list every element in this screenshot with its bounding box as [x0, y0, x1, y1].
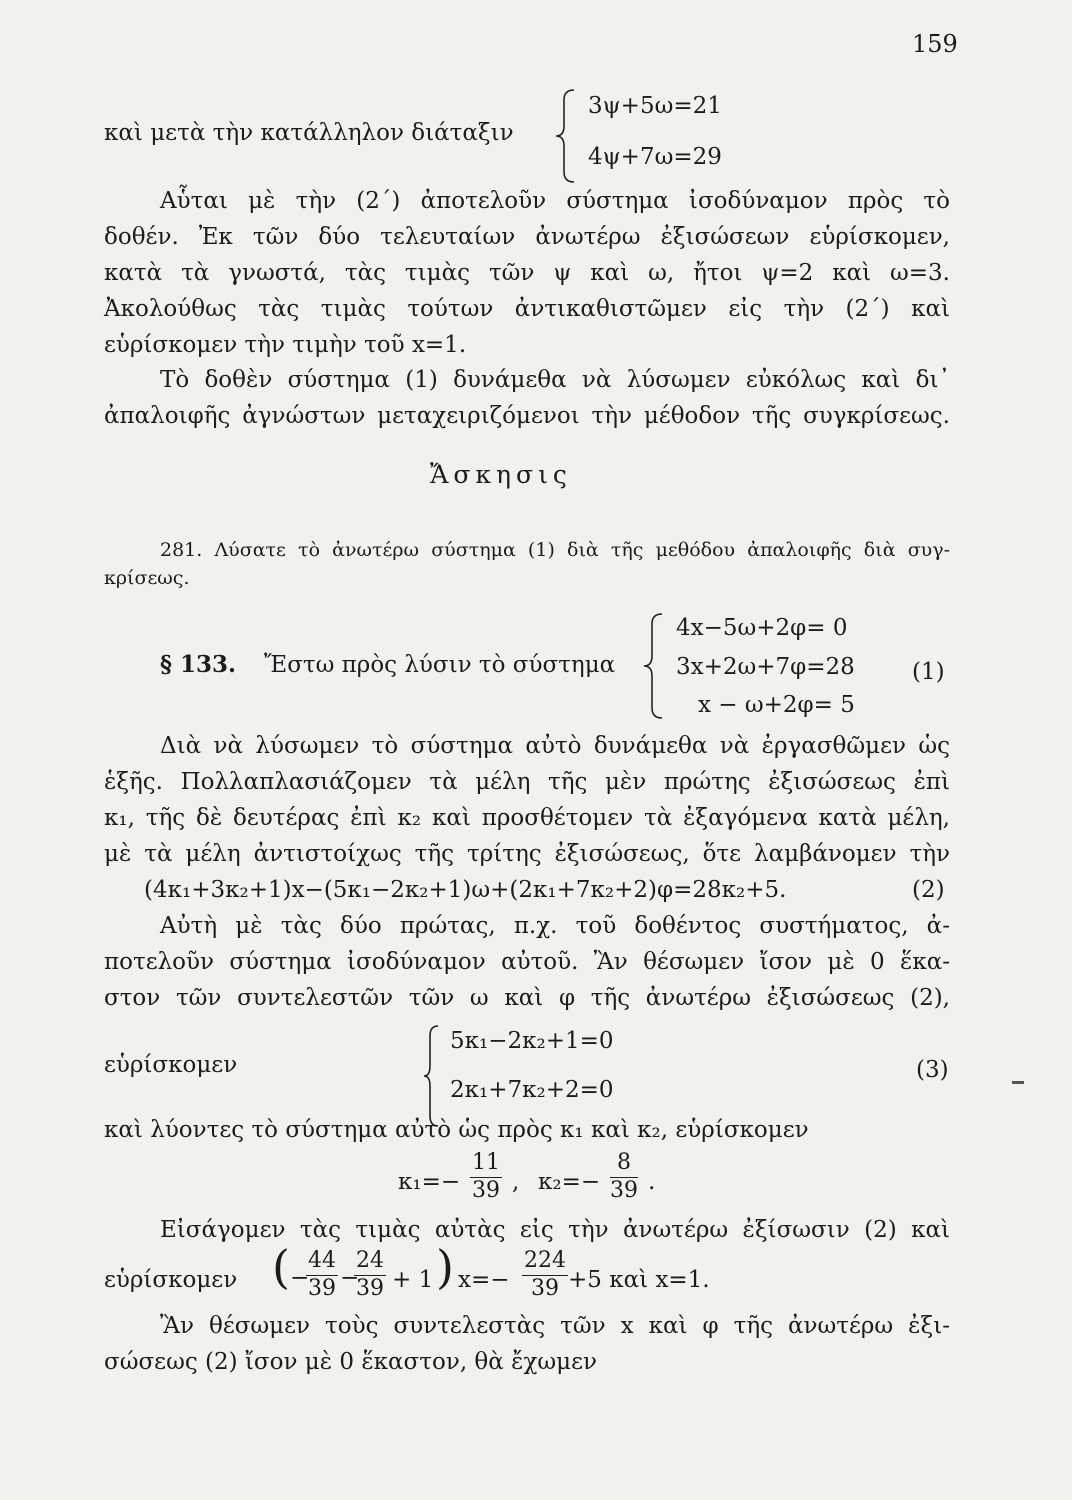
paren-close: ): [436, 1240, 454, 1294]
block1-eq2: 4ψ+7ω=29: [588, 144, 722, 170]
f1-numerator: 44: [306, 1248, 338, 1276]
para3-line1: Διὰ νὰ λύσωμεν τὸ σύστημα αὐτὸ δυνάμεθα νὰ ἐργασθῶμεν ὡς: [160, 733, 950, 759]
fraction-224-39: [522, 1248, 568, 1302]
f3-numerator: 224: [522, 1248, 568, 1276]
f3-denominator: 39: [531, 1276, 559, 1301]
block1-lead: καὶ μετὰ τὴν κατάλληλον διάταξιν: [104, 120, 514, 146]
para1-line4: Ἀκολούθως τὰς τιμὰς τούτων ἀντικαθιστῶμεν εἰς τὴν (2΄) καὶ: [104, 296, 950, 322]
para1-line2: δοθέν. Ἐκ τῶν δύο τελευταίων ἀνωτέρω ἐξισώσεων εὑρίσκομεν,: [104, 224, 950, 250]
left-brace-icon: [640, 612, 666, 720]
para1-line3: κατὰ τὰ γνωστά, τὰς τιμὰς τῶν ψ καὶ ω, ἤτοι ψ=2 καὶ ω=3.: [104, 260, 950, 286]
left-brace-icon: [552, 88, 578, 184]
block3-eq1: 5κ₁−2κ₂+1=0: [450, 1028, 614, 1054]
f2-denominator: 39: [356, 1276, 384, 1301]
exercises-heading: Ἄσκησις: [430, 460, 572, 489]
para5-tail: +5 καὶ x=1.: [568, 1267, 710, 1293]
section-eq2: 3x+2ω+7φ=28: [676, 654, 855, 680]
block3-label: (3): [916, 1057, 949, 1083]
k-comma: ,: [512, 1169, 520, 1195]
para1-line1: Αὗται μὲ τὴν (2΄) ἀποτελοῦν σύστημα ἰσοδύναμον πρὸς τὸ: [160, 188, 950, 214]
block1-eq1: 3ψ+5ω=21: [588, 93, 722, 119]
exercise-line2: κρίσεως.: [104, 567, 190, 589]
minus-2: −: [340, 1265, 360, 1291]
block3-eq2: 2κ₁+7κ₂+2=0: [450, 1077, 614, 1103]
section-number: § 133.: [160, 651, 237, 678]
para3-line6: ποτελοῦν σύστημα ἰσοδύναμον αὐτοῦ. Ἂν θέσωμεν ἴσον μὲ 0 ἕκα-: [104, 949, 950, 975]
block3-lead: εὑρίσκομεν: [104, 1052, 238, 1078]
margin-mark: [1012, 1081, 1024, 1084]
para5-mid: x=−: [458, 1267, 510, 1293]
k2-lhs: κ₂=−: [538, 1169, 601, 1195]
k1-denominator: 39: [472, 1178, 500, 1203]
para2-line1: Τὸ δοθὲν σύστημα (1) δυνάμεθα νὰ λύσωμεν εὐκόλως καὶ δι᾿: [160, 367, 950, 393]
section-eq1: 4x−5ω+2φ= 0: [676, 615, 848, 641]
k2-numerator: 8: [610, 1150, 638, 1178]
fraction-44-39: [306, 1248, 338, 1302]
para3-line2: ἑξῆς. Πολλαπλασιάζομεν τὰ μέλη τῆς μὲν πρώτης ἐξισώσεως ἐπὶ: [104, 769, 950, 795]
section-eq3: x − ω+2φ= 5: [698, 692, 855, 718]
k2-fraction: [610, 1150, 638, 1204]
paren-open: (: [272, 1240, 290, 1294]
plus-one: + 1: [392, 1267, 434, 1293]
k1-fraction: [470, 1150, 502, 1204]
para3-line4: μὲ τὰ μέλη ἀντιστοίχως τῆς τρίτης ἐξισώσεως, ὅτε λαμβάνομεν τὴν: [104, 841, 950, 867]
k1-lhs: κ₁=−: [398, 1169, 461, 1195]
fraction-24-39: [354, 1248, 386, 1302]
f1-denominator: 39: [308, 1276, 336, 1301]
k-period: .: [648, 1169, 656, 1195]
f2-numerator: 24: [354, 1248, 386, 1276]
para4-line1: καὶ λύοντες τὸ σύστημα αὐτὸ ὡς πρὸς κ₁ καὶ κ₂, εὑρίσκομεν: [104, 1117, 809, 1143]
k2-denominator: 39: [610, 1178, 638, 1203]
para3-line7: στον τῶν συντελεστῶν τῶν ω καὶ φ τῆς ἀνωτέρω ἐξισώσεως (2),: [104, 985, 950, 1011]
section-label: (1): [912, 659, 945, 685]
para3-line5: Αὐτὴ μὲ τὰς δύο πρώτας, π.χ. τοῦ δοθέντος συστήματος, ἀ-: [160, 913, 950, 939]
para3-eq-label: (2): [912, 877, 945, 903]
para2-line2: ἀπαλοιφῆς ἀγνώστων μεταχειριζόμενοι τὴν μέθοδον τῆς συγκρίσεως.: [104, 403, 950, 429]
para1-line5: εὑρίσκομεν τὴν τιμὴν τοῦ x=1.: [104, 332, 467, 358]
page-number: 159: [912, 30, 958, 58]
k1-numerator: 11: [470, 1150, 502, 1178]
para5-line1: Εἰσάγομεν τὰς τιμὰς αὐτὰς εἰς τὴν ἀνωτέρω ἐξίσωσιν (2) καὶ: [160, 1217, 950, 1243]
section-lead: Ἔστω πρὸς λύσιν τὸ σύστημα: [264, 652, 616, 678]
para6-line2: σώσεως (2) ἴσον μὲ 0 ἕκαστον, θὰ ἔχωμεν: [104, 1349, 598, 1375]
minus-1: −: [290, 1265, 310, 1291]
para6-line1: Ἂν θέσωμεν τοὺς συντελεστὰς τῶν x καὶ φ τῆς ἀνωτέρω ἐξι-: [160, 1313, 950, 1339]
para3-line3: κ₁, τῆς δὲ δευτέρας ἐπὶ κ₂ καὶ προσθέτομεν τὰ ἐξαγόμενα κατὰ μέλη,: [104, 805, 950, 831]
para3-equation: (4κ₁+3κ₂+1)x−(5κ₁−2κ₂+1)ω+(2κ₁+7κ₂+2)φ=28κ₂+5.: [144, 877, 787, 903]
para5-lead: εὑρίσκομεν: [104, 1267, 238, 1293]
exercise-line1: 281. Λύσατε τὸ ἀνωτέρω σύστημα (1) διὰ τῆς μεθόδου ἀπαλοιφῆς διὰ συγ-: [160, 539, 950, 561]
left-brace-icon: [418, 1024, 442, 1128]
